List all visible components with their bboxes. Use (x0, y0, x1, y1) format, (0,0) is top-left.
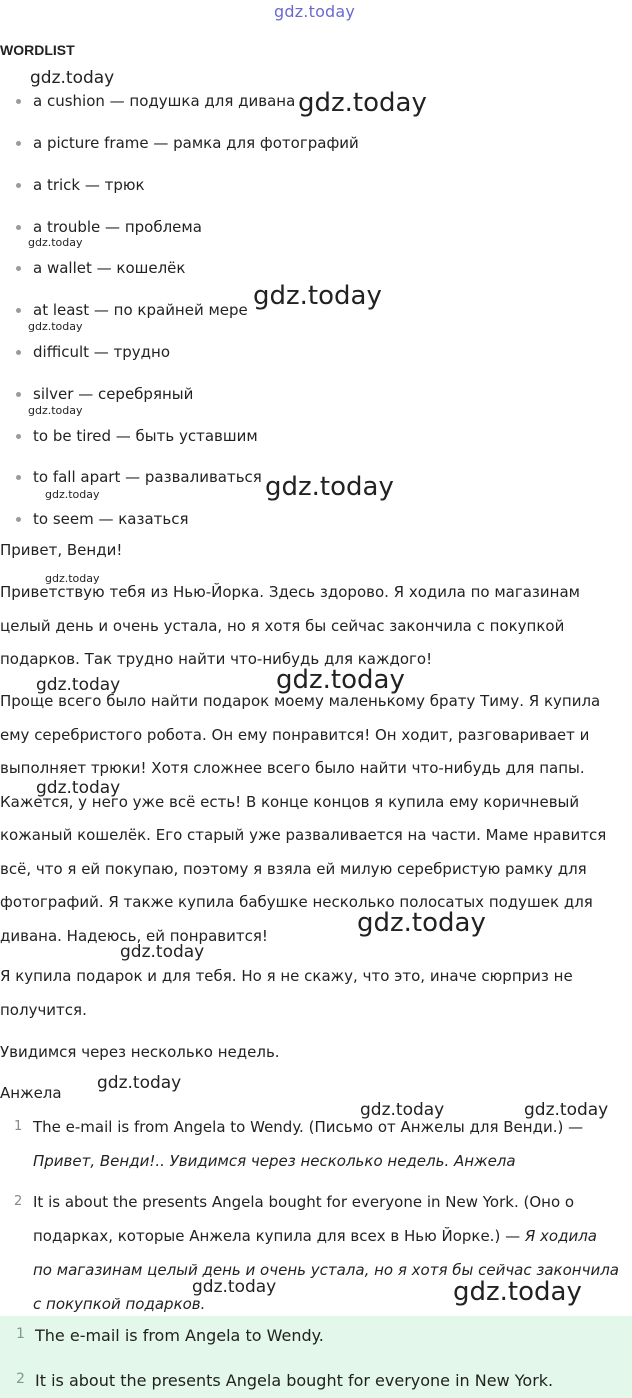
answer-quote: Привет, Венди!.. Увидимся через несколько недель. Анжела (33, 1152, 516, 1170)
list-item: a trouble — проблема (16, 218, 202, 236)
watermark: gdz.today (30, 68, 115, 88)
watermark: gdz.today (360, 1100, 445, 1120)
bullet-icon (16, 183, 21, 188)
wordlist-heading: WORDLIST (0, 42, 75, 58)
watermark: gdz.today (45, 488, 100, 501)
watermark: gdz.today (45, 572, 100, 585)
highlight-text: The e-mail is from Angela to Wendy. (35, 1326, 324, 1345)
bullet-icon (16, 266, 21, 271)
letter-closing: Увидимся через несколько недель. (0, 1043, 280, 1061)
list-item: a picture frame — рамка для фотографий (16, 134, 359, 152)
highlight-number: 2 (16, 1371, 25, 1387)
bullet-icon (16, 308, 21, 313)
answer-number: 2 (14, 1194, 23, 1209)
list-item: to seem — казаться (16, 510, 189, 528)
bullet-icon (16, 392, 21, 397)
bullet-icon (16, 517, 21, 522)
bullet-icon (16, 225, 21, 230)
answer-quote: Я ходила по магазинам целый день и очень устала, но я хотя бы сейчас закончила с покупкой подарков. (33, 1227, 619, 1313)
watermark: gdz.today (36, 675, 121, 695)
answer-highlight-box (0, 1316, 632, 1398)
list-item: at least — по крайней мере (16, 301, 248, 319)
list-item: to fall apart — разваливаться (16, 468, 262, 486)
highlight-number: 1 (16, 1326, 25, 1342)
watermark: gdz.today (192, 1277, 277, 1297)
list-item: silver — серебряный (16, 385, 193, 403)
highlight-text: It is about the presents Angela bought for everyone in New York. (35, 1371, 554, 1390)
letter-paragraph: Я купила подарок и для тебя. Но я не скажу, что это, иначе сюрприз не получится. (0, 967, 573, 1019)
watermark: gdz.today (453, 1277, 582, 1307)
list-item: a trick — трюк (16, 176, 145, 194)
watermark: gdz.today (97, 1073, 182, 1093)
answer-item (0, 1110, 620, 1178)
bullet-icon (16, 99, 21, 104)
watermark: gdz.today (28, 320, 83, 333)
bullet-icon (16, 475, 21, 480)
answer-text: It is about the presents Angela bought for everyone in New York. (Оно о подарках, которые Анжела купила для всех в Нью Йорке.) — (33, 1193, 575, 1245)
watermark: gdz.today (28, 236, 83, 249)
list-item: a cushion — подушка для дивана (16, 92, 295, 110)
answer-number: 1 (14, 1119, 23, 1134)
bullet-icon (16, 350, 21, 355)
watermark: gdz.today (265, 472, 394, 502)
watermark: gdz.today (357, 908, 486, 938)
watermark: gdz.today (28, 404, 83, 417)
site-logo: gdz.today (274, 2, 356, 21)
letter-signature: Анжела (0, 1084, 62, 1102)
letter-greeting: Привет, Венди! (0, 541, 123, 559)
bullet-icon (16, 434, 21, 439)
list-item: to be tired — быть уставшим (16, 427, 258, 445)
list-item: difficult — трудно (16, 343, 170, 361)
bullet-icon (16, 141, 21, 146)
letter-paragraph: Приветствую тебя из Нью-Йорка. Здесь здорово. Я ходила по магазинам целый день и очень устала, но я хотя бы сейчас закончила с покупкой подарков. Так трудно найти что-нибудь для каждого! (0, 583, 580, 668)
letter-paragraph: Проще всего было найти подарок моему маленькому брату Тиму. Я купила ему серебристого робота. Он ему понравится! Он ходит, разговаривает и выполняет трюки! Хотя сложнее всего было найти что-нибудь для папы. Кажется, у него уже всё есть! В конце концов я купила ему коричневый кожаный кошелёк. Его старый уже разваливается на части. Маме нравится всё, что я ей покупаю, поэтому я взяла ей милую серебристую рамку для фотографий. Я также купила бабушке несколько полосатых подушек для дивана. Надеюсь, ей понравится! (0, 692, 607, 945)
watermark: gdz.today (298, 88, 427, 118)
watermark: gdz.today (276, 665, 405, 695)
watermark: gdz.today (36, 778, 121, 798)
watermark: gdz.today (120, 942, 205, 962)
watermark: gdz.today (524, 1100, 609, 1120)
list-item: a wallet — кошелёк (16, 259, 185, 277)
answer-text: The e-mail is from Angela to Wendy. (Письмо от Анжелы для Венди.) — (33, 1118, 584, 1136)
watermark: gdz.today (253, 281, 382, 311)
